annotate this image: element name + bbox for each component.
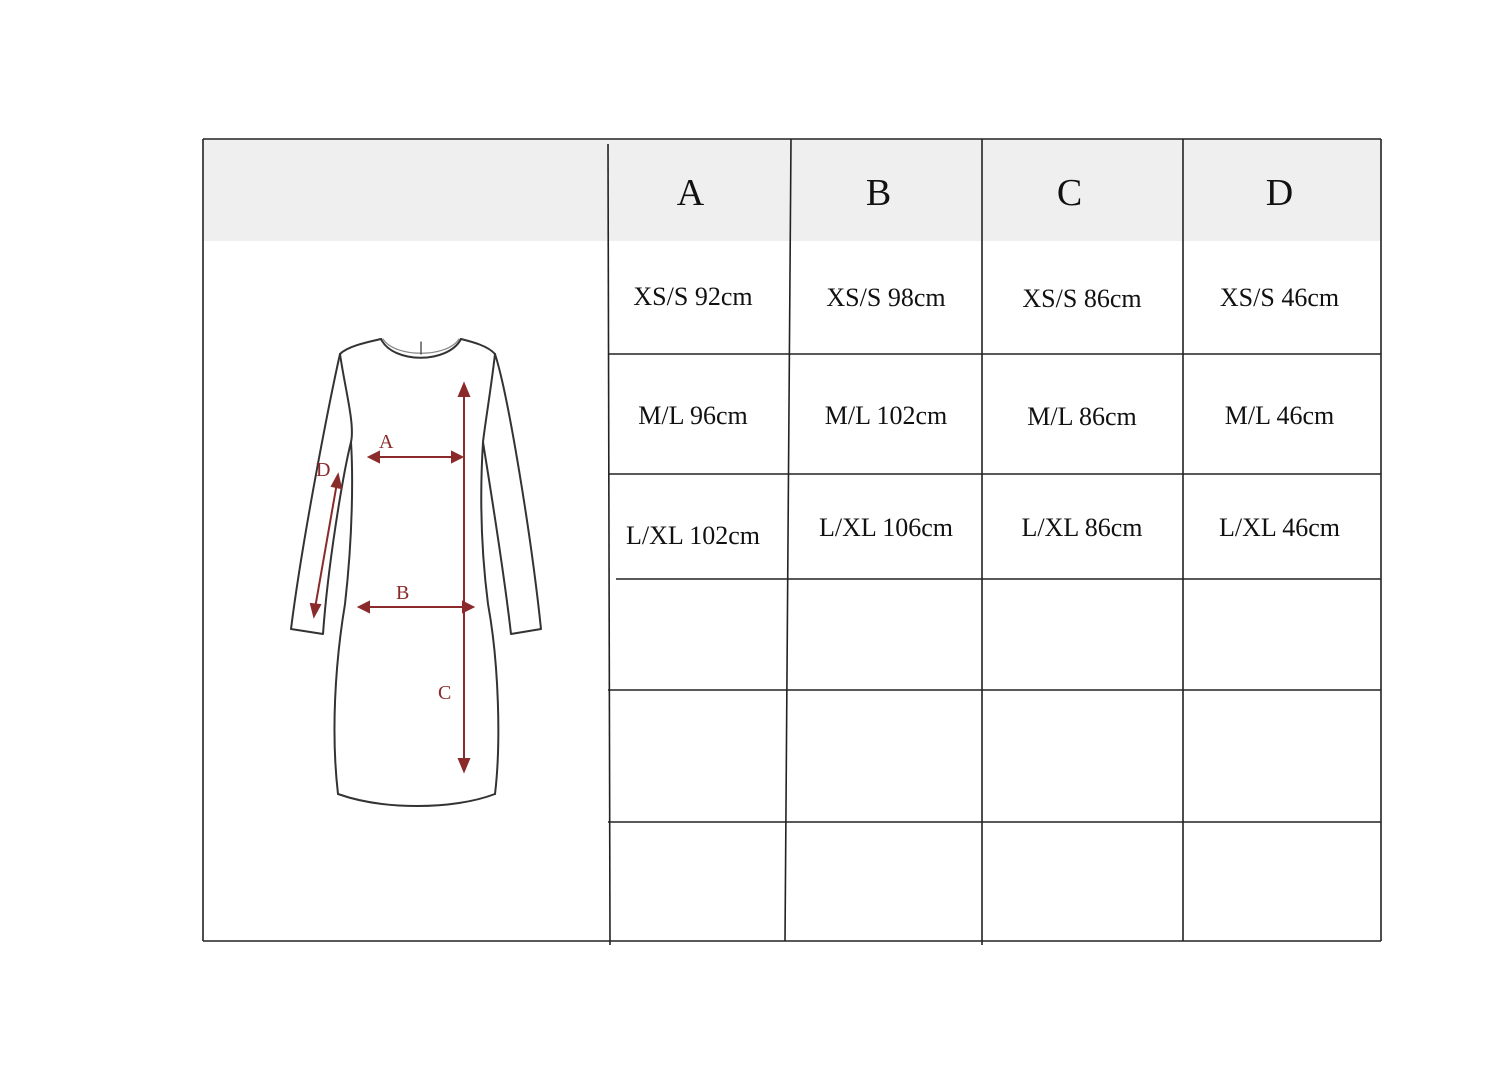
table-cell: M/L 86cm (1027, 402, 1137, 431)
size-chart (203, 139, 1381, 941)
column-header-b: B (865, 172, 892, 214)
dress-label-b: B (396, 582, 410, 604)
dress-label-c: C (438, 682, 452, 704)
table-cell: XS/S 98cm (826, 283, 946, 312)
table-cell: XS/S 92cm (633, 282, 753, 311)
table-cell: L/XL 106cm (818, 513, 954, 542)
table-cell: L/XL 86cm (1021, 513, 1143, 542)
column-header-a: A (676, 172, 705, 214)
table-cell: L/XL 46cm (1218, 513, 1341, 542)
table-cell: XS/S 86cm (1022, 284, 1142, 313)
table-cell: M/L 96cm (638, 401, 748, 430)
column-header-c: C (1056, 172, 1083, 214)
dress-label-d: D (316, 459, 331, 481)
table-cell: L/XL 102cm (625, 521, 761, 550)
column-header-d: D (1265, 172, 1294, 214)
table-cell: M/L 46cm (1224, 401, 1335, 430)
table-cell: M/L 102cm (824, 401, 948, 430)
dress-label-a: A (379, 431, 394, 453)
dress-icon (283, 334, 553, 814)
table-cell: XS/S 46cm (1219, 283, 1340, 312)
